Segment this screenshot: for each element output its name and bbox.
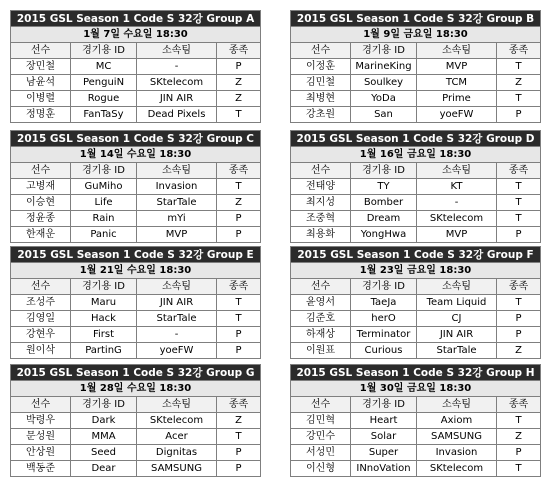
game-id: Curious xyxy=(351,343,417,359)
game-id: Rogue xyxy=(71,91,137,107)
player-name: 강민수 xyxy=(291,429,351,445)
game-id: MMA xyxy=(71,429,137,445)
header-team: 소속팀 xyxy=(417,163,497,179)
race: P xyxy=(497,327,541,343)
team-name: Invasion xyxy=(417,445,497,461)
game-id: YongHwa xyxy=(351,227,417,243)
race: P xyxy=(217,211,261,227)
table-row xyxy=(11,227,261,243)
race: Z xyxy=(217,91,261,107)
game-id: Super xyxy=(351,445,417,461)
team-name: JIN AIR xyxy=(137,295,217,311)
player-name: 최병현 xyxy=(291,91,351,107)
header-row xyxy=(291,43,541,59)
race: T xyxy=(497,295,541,311)
header-row xyxy=(11,163,261,179)
table-row xyxy=(11,295,261,311)
team-name: - xyxy=(417,195,497,211)
header-player: 선수 xyxy=(291,43,351,59)
table-row xyxy=(291,59,541,75)
player-name: 김민철 xyxy=(291,75,351,91)
header-row xyxy=(291,397,541,413)
header-row xyxy=(291,279,541,295)
game-id: Bomber xyxy=(351,195,417,211)
header-game-id: 경기용 ID xyxy=(71,43,137,59)
table-row xyxy=(11,107,261,123)
player-name: 김민혁 xyxy=(291,413,351,429)
game-id: Panic xyxy=(71,227,137,243)
player-name: 조성주 xyxy=(11,295,71,311)
team-name: CJ xyxy=(417,311,497,327)
header-team: 소속팀 xyxy=(137,279,217,295)
race: P xyxy=(217,343,261,359)
player-name: 백동준 xyxy=(11,461,71,477)
race: T xyxy=(217,295,261,311)
table-row xyxy=(291,343,541,359)
team-name: StarTale xyxy=(417,343,497,359)
team-name: StarTale xyxy=(137,195,217,211)
player-name: 정명훈 xyxy=(11,107,71,123)
player-name: 고병재 xyxy=(11,179,71,195)
group-g-table xyxy=(10,364,260,477)
group-e-table xyxy=(10,246,260,359)
race: P xyxy=(497,107,541,123)
game-id: Dark xyxy=(71,413,137,429)
race: T xyxy=(217,311,261,327)
race: T xyxy=(497,91,541,107)
player-name: 김영일 xyxy=(11,311,71,327)
race: P xyxy=(217,445,261,461)
team-name: Prime xyxy=(417,91,497,107)
team-name: StarTale xyxy=(137,311,217,327)
group-c-table xyxy=(10,130,260,243)
player-name: 이승현 xyxy=(11,195,71,211)
game-id: GuMiho xyxy=(71,179,137,195)
team-name: mYi xyxy=(137,211,217,227)
player-name: 문성원 xyxy=(11,429,71,445)
table-row xyxy=(291,429,541,445)
race: P xyxy=(217,59,261,75)
header-game-id: 경기용 ID xyxy=(351,279,417,295)
table-row xyxy=(11,327,261,343)
player-name: 강초원 xyxy=(291,107,351,123)
game-id: Dear xyxy=(71,461,137,477)
game-id: TY xyxy=(351,179,417,195)
race: P xyxy=(217,461,261,477)
game-id: PartinG xyxy=(71,343,137,359)
header-game-id: 경기용 ID xyxy=(351,397,417,413)
table-row xyxy=(291,75,541,91)
header-team: 소속팀 xyxy=(417,279,497,295)
match-date: 1월 30일 금요일 18:30 xyxy=(291,381,541,397)
match-date: 1월 28일 수요일 18:30 xyxy=(11,381,261,397)
group-title: 2015 GSL Season 1 Code S 32강 Group D xyxy=(291,131,541,147)
team-name: SKtelecom xyxy=(137,413,217,429)
header-row xyxy=(291,163,541,179)
table-row xyxy=(291,107,541,123)
game-id: MarineKing xyxy=(351,59,417,75)
table-row xyxy=(11,179,261,195)
team-name: SAMSUNG xyxy=(417,429,497,445)
header-race: 종족 xyxy=(497,43,541,59)
group-title: 2015 GSL Season 1 Code S 32강 Group G xyxy=(11,365,261,381)
header-player: 선수 xyxy=(11,397,71,413)
group-title: 2015 GSL Season 1 Code S 32강 Group C xyxy=(11,131,261,147)
team-name: Invasion xyxy=(137,179,217,195)
table-row xyxy=(291,461,541,477)
team-name: KT xyxy=(417,179,497,195)
group-d-table xyxy=(290,130,540,243)
player-name: 윤영서 xyxy=(291,295,351,311)
header-race: 종족 xyxy=(217,163,261,179)
header-row xyxy=(11,279,261,295)
game-id: FanTaSy xyxy=(71,107,137,123)
race: Z xyxy=(497,75,541,91)
header-row xyxy=(11,43,261,59)
player-name: 전태양 xyxy=(291,179,351,195)
race: Z xyxy=(217,413,261,429)
race: P xyxy=(217,227,261,243)
group-title: 2015 GSL Season 1 Code S 32강 Group E xyxy=(11,247,261,263)
group-title: 2015 GSL Season 1 Code S 32강 Group F xyxy=(291,247,541,263)
group-title: 2015 GSL Season 1 Code S 32강 Group H xyxy=(291,365,541,381)
team-name: Acer xyxy=(137,429,217,445)
team-name: SKtelecom xyxy=(137,75,217,91)
group-f-table xyxy=(290,246,540,359)
header-team: 소속팀 xyxy=(137,397,217,413)
game-id: San xyxy=(351,107,417,123)
team-name: MVP xyxy=(417,227,497,243)
team-name: yoeFW xyxy=(137,343,217,359)
team-name: SAMSUNG xyxy=(137,461,217,477)
table-row xyxy=(291,445,541,461)
player-name: 서성민 xyxy=(291,445,351,461)
header-player: 선수 xyxy=(291,163,351,179)
table-row xyxy=(11,75,261,91)
header-race: 종족 xyxy=(217,397,261,413)
table-row xyxy=(11,461,261,477)
game-id: herO xyxy=(351,311,417,327)
table-row xyxy=(11,343,261,359)
table-row xyxy=(11,445,261,461)
race: T xyxy=(497,59,541,75)
match-date: 1월 9일 금요일 18:30 xyxy=(291,27,541,43)
header-race: 종족 xyxy=(497,163,541,179)
table-row xyxy=(291,413,541,429)
table-row xyxy=(291,211,541,227)
match-date: 1월 7일 수요일 18:30 xyxy=(11,27,261,43)
game-id: Solar xyxy=(351,429,417,445)
header-player: 선수 xyxy=(291,279,351,295)
game-id: TaeJa xyxy=(351,295,417,311)
game-id: Maru xyxy=(71,295,137,311)
game-id: Hack xyxy=(71,311,137,327)
race: T xyxy=(497,179,541,195)
race: T xyxy=(497,461,541,477)
player-name: 이정훈 xyxy=(291,59,351,75)
header-team: 소속팀 xyxy=(417,397,497,413)
table-row xyxy=(291,327,541,343)
table-row xyxy=(11,195,261,211)
player-name: 김준호 xyxy=(291,311,351,327)
header-player: 선수 xyxy=(11,279,71,295)
match-date: 1월 23일 금요일 18:30 xyxy=(291,263,541,279)
race: P xyxy=(497,227,541,243)
header-race: 종족 xyxy=(217,43,261,59)
player-name: 이병렬 xyxy=(11,91,71,107)
game-id: Heart xyxy=(351,413,417,429)
team-name: SKtelecom xyxy=(417,211,497,227)
player-name: 박령우 xyxy=(11,413,71,429)
table-row xyxy=(11,429,261,445)
player-name: 원이삭 xyxy=(11,343,71,359)
team-name: MVP xyxy=(417,59,497,75)
match-date: 1월 14일 수요일 18:30 xyxy=(11,147,261,163)
game-id: Dream xyxy=(351,211,417,227)
table-row xyxy=(291,179,541,195)
match-date: 1월 21일 수요일 18:30 xyxy=(11,263,261,279)
header-team: 소속팀 xyxy=(137,43,217,59)
player-name: 이원표 xyxy=(291,343,351,359)
race: P xyxy=(497,311,541,327)
team-name: yoeFW xyxy=(417,107,497,123)
table-row xyxy=(291,91,541,107)
team-name: Team Liquid xyxy=(417,295,497,311)
table-row xyxy=(11,211,261,227)
race: Z xyxy=(217,195,261,211)
header-game-id: 경기용 ID xyxy=(71,397,137,413)
team-name: JIN AIR xyxy=(417,327,497,343)
header-game-id: 경기용 ID xyxy=(351,163,417,179)
game-id: YoDa xyxy=(351,91,417,107)
header-race: 종족 xyxy=(497,279,541,295)
race: T xyxy=(217,107,261,123)
player-name: 조중혁 xyxy=(291,211,351,227)
header-game-id: 경기용 ID xyxy=(351,43,417,59)
race: T xyxy=(497,195,541,211)
table-row xyxy=(11,311,261,327)
team-name: Dignitas xyxy=(137,445,217,461)
team-name: TCM xyxy=(417,75,497,91)
race: T xyxy=(497,413,541,429)
player-name: 남윤석 xyxy=(11,75,71,91)
header-player: 선수 xyxy=(11,163,71,179)
group-b-table xyxy=(290,10,540,123)
team-name: JIN AIR xyxy=(137,91,217,107)
race: P xyxy=(217,327,261,343)
player-name: 최지성 xyxy=(291,195,351,211)
header-game-id: 경기용 ID xyxy=(71,279,137,295)
header-team: 소속팀 xyxy=(417,43,497,59)
header-race: 종족 xyxy=(217,279,261,295)
team-name: - xyxy=(137,59,217,75)
player-name: 정윤종 xyxy=(11,211,71,227)
race: T xyxy=(497,211,541,227)
game-id: Rain xyxy=(71,211,137,227)
player-name: 안상원 xyxy=(11,445,71,461)
player-name: 한재운 xyxy=(11,227,71,243)
table-row xyxy=(11,59,261,75)
header-player: 선수 xyxy=(11,43,71,59)
group-a-table xyxy=(10,10,260,123)
player-name: 강현우 xyxy=(11,327,71,343)
game-id: First xyxy=(71,327,137,343)
match-date: 1월 16일 금요일 18:30 xyxy=(291,147,541,163)
header-player: 선수 xyxy=(291,397,351,413)
game-id: PenguiN xyxy=(71,75,137,91)
player-name: 장민철 xyxy=(11,59,71,75)
player-name: 하재상 xyxy=(291,327,351,343)
game-id: Terminator xyxy=(351,327,417,343)
team-name: SKtelecom xyxy=(417,461,497,477)
team-name: Dead Pixels xyxy=(137,107,217,123)
game-id: INnoVation xyxy=(351,461,417,477)
race: T xyxy=(217,179,261,195)
table-row xyxy=(291,195,541,211)
group-title: 2015 GSL Season 1 Code S 32강 Group A xyxy=(11,11,261,27)
table-row xyxy=(11,91,261,107)
race: Z xyxy=(217,75,261,91)
game-id: Soulkey xyxy=(351,75,417,91)
table-row xyxy=(291,227,541,243)
header-team: 소속팀 xyxy=(137,163,217,179)
game-id: Life xyxy=(71,195,137,211)
table-row xyxy=(291,311,541,327)
header-game-id: 경기용 ID xyxy=(71,163,137,179)
team-name: MVP xyxy=(137,227,217,243)
game-id: MC xyxy=(71,59,137,75)
race: Z xyxy=(497,343,541,359)
race: T xyxy=(217,429,261,445)
header-row xyxy=(11,397,261,413)
team-name: - xyxy=(137,327,217,343)
table-row xyxy=(291,295,541,311)
player-name: 최용화 xyxy=(291,227,351,243)
game-id: Seed xyxy=(71,445,137,461)
player-name: 이신형 xyxy=(291,461,351,477)
group-title: 2015 GSL Season 1 Code S 32강 Group B xyxy=(291,11,541,27)
race: P xyxy=(497,445,541,461)
group-h-table xyxy=(290,364,540,477)
team-name: Axiom xyxy=(417,413,497,429)
table-row xyxy=(11,413,261,429)
race: Z xyxy=(497,429,541,445)
header-race: 종족 xyxy=(497,397,541,413)
